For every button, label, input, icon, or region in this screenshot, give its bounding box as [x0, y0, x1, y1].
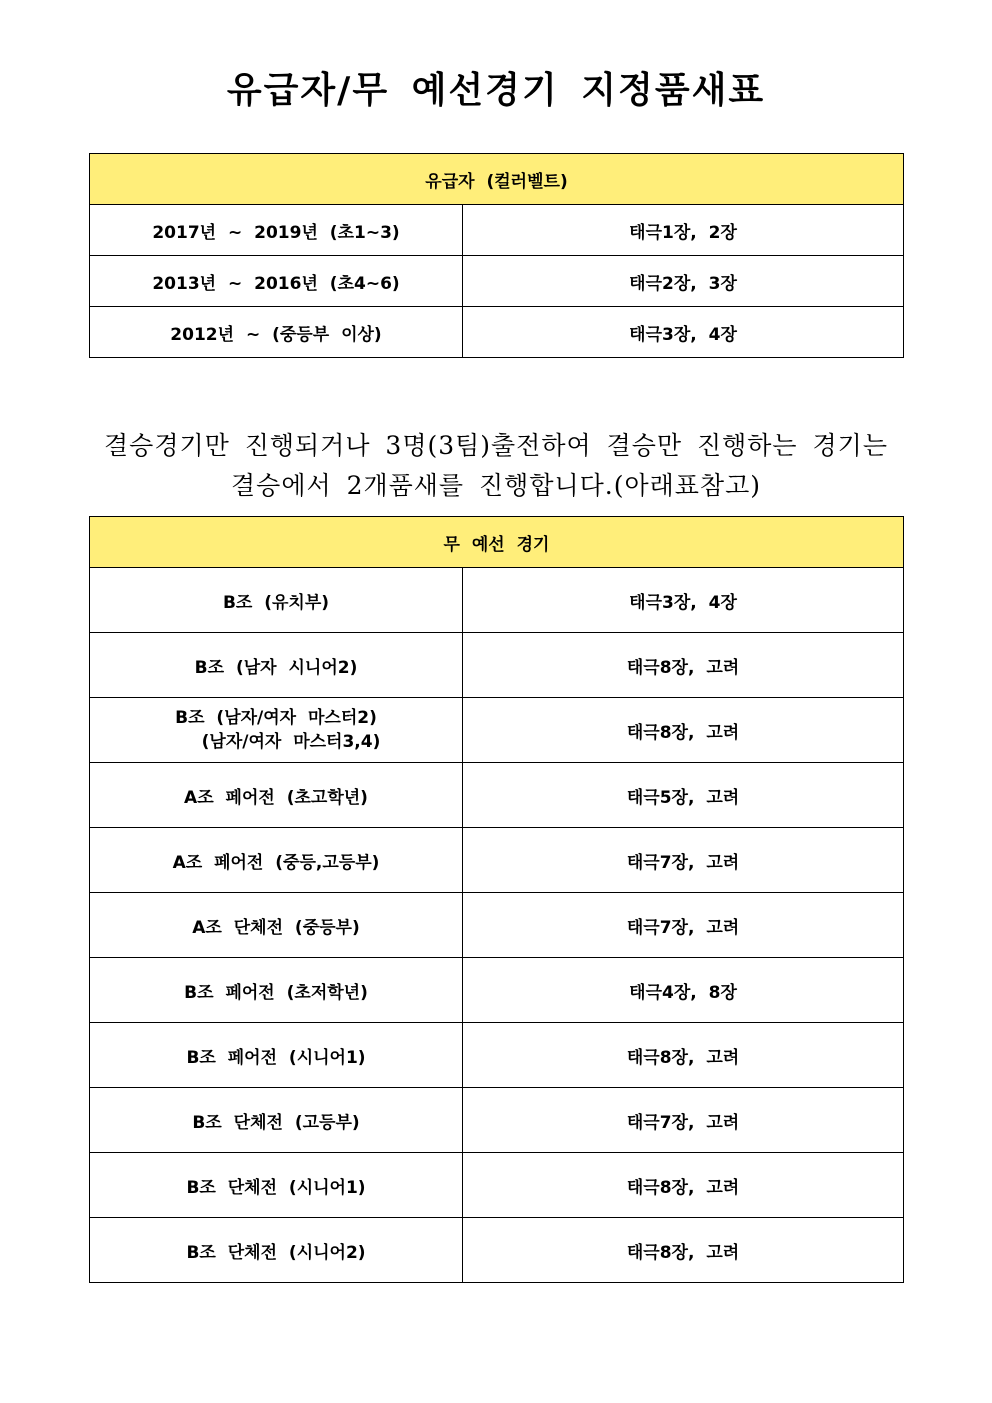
table-row — [90, 1023, 904, 1088]
table-header-row — [90, 154, 904, 205]
no-prelim-table — [89, 516, 904, 1283]
poomsae-cell: 태극5장, 고려 — [463, 763, 904, 828]
poomsae-cell: 태극8장, 고려 — [463, 633, 904, 698]
page-title: 유급자/무 예선경기 지정품새표 — [226, 70, 766, 111]
table-row — [90, 1088, 904, 1153]
group-line: (남자/여자 마스터3,4) — [201, 732, 381, 752]
table-row — [90, 307, 904, 358]
poomsae-cell: 태극8장, 고려 — [463, 1023, 904, 1088]
note-line: 결승에서 2개품새를 진행합니다.(아래표참고) — [231, 471, 761, 500]
poomsae-cell: 태극4장, 8장 — [463, 958, 904, 1023]
table-row — [90, 893, 904, 958]
group-cell: B조 페어전 (초저학년) — [90, 958, 463, 1023]
final-note — [0, 426, 992, 506]
group-cell: B조 단체전 (시니어1) — [90, 1153, 463, 1218]
table-row — [90, 828, 904, 893]
group-cell: 2012년 ~ (중등부 이상) — [90, 307, 463, 358]
group-line: B조 (남자/여자 마스터2) — [175, 708, 377, 728]
group-cell: B조 (남자 시니어2) — [90, 633, 463, 698]
group-cell: B조 단체전 (시니어2) — [90, 1218, 463, 1283]
table-row — [90, 256, 904, 307]
table-header-row — [90, 517, 904, 568]
poomsae-cell: 태극1장, 2장 — [463, 205, 904, 256]
table-row — [90, 205, 904, 256]
poomsae-cell: 태극7장, 고려 — [463, 893, 904, 958]
poomsae-cell: 태극7장, 고려 — [463, 1088, 904, 1153]
group-cell: 2013년 ~ 2016년 (초4~6) — [90, 256, 463, 307]
poomsae-cell: 태극7장, 고려 — [463, 828, 904, 893]
group-cell: B조 단체전 (고등부) — [90, 1088, 463, 1153]
group-cell: B조 (유치부) — [90, 568, 463, 633]
group-cell — [90, 698, 463, 763]
table-row — [90, 1153, 904, 1218]
table-row — [90, 633, 904, 698]
poomsae-cell: 태극3장, 4장 — [463, 568, 904, 633]
group-cell: A조 단체전 (중등부) — [90, 893, 463, 958]
group-cell: B조 페어전 (시니어1) — [90, 1023, 463, 1088]
group-cell: A조 페어전 (초고학년) — [90, 763, 463, 828]
note-line: 결승경기만 진행되거나 3명(3팀)출전하여 결승만 진행하는 경기는 — [104, 431, 888, 460]
table-header: 무 예선 경기 — [90, 517, 904, 568]
poomsae-cell: 태극3장, 4장 — [463, 307, 904, 358]
poomsae-cell: 태극8장, 고려 — [463, 1153, 904, 1218]
poomsae-cell: 태극2장, 3장 — [463, 256, 904, 307]
group-cell: 2017년 ~ 2019년 (초1~3) — [90, 205, 463, 256]
belt-table — [89, 153, 904, 358]
group-cell: A조 페어전 (중등,고등부) — [90, 828, 463, 893]
table-row — [90, 568, 904, 633]
table-header: 유급자 (컬러벨트) — [90, 154, 904, 205]
poomsae-cell: 태극8장, 고려 — [463, 698, 904, 763]
table-row — [90, 698, 904, 763]
poomsae-cell: 태극8장, 고려 — [463, 1218, 904, 1283]
table-row — [90, 958, 904, 1023]
table-row — [90, 1218, 904, 1283]
table-row — [90, 763, 904, 828]
